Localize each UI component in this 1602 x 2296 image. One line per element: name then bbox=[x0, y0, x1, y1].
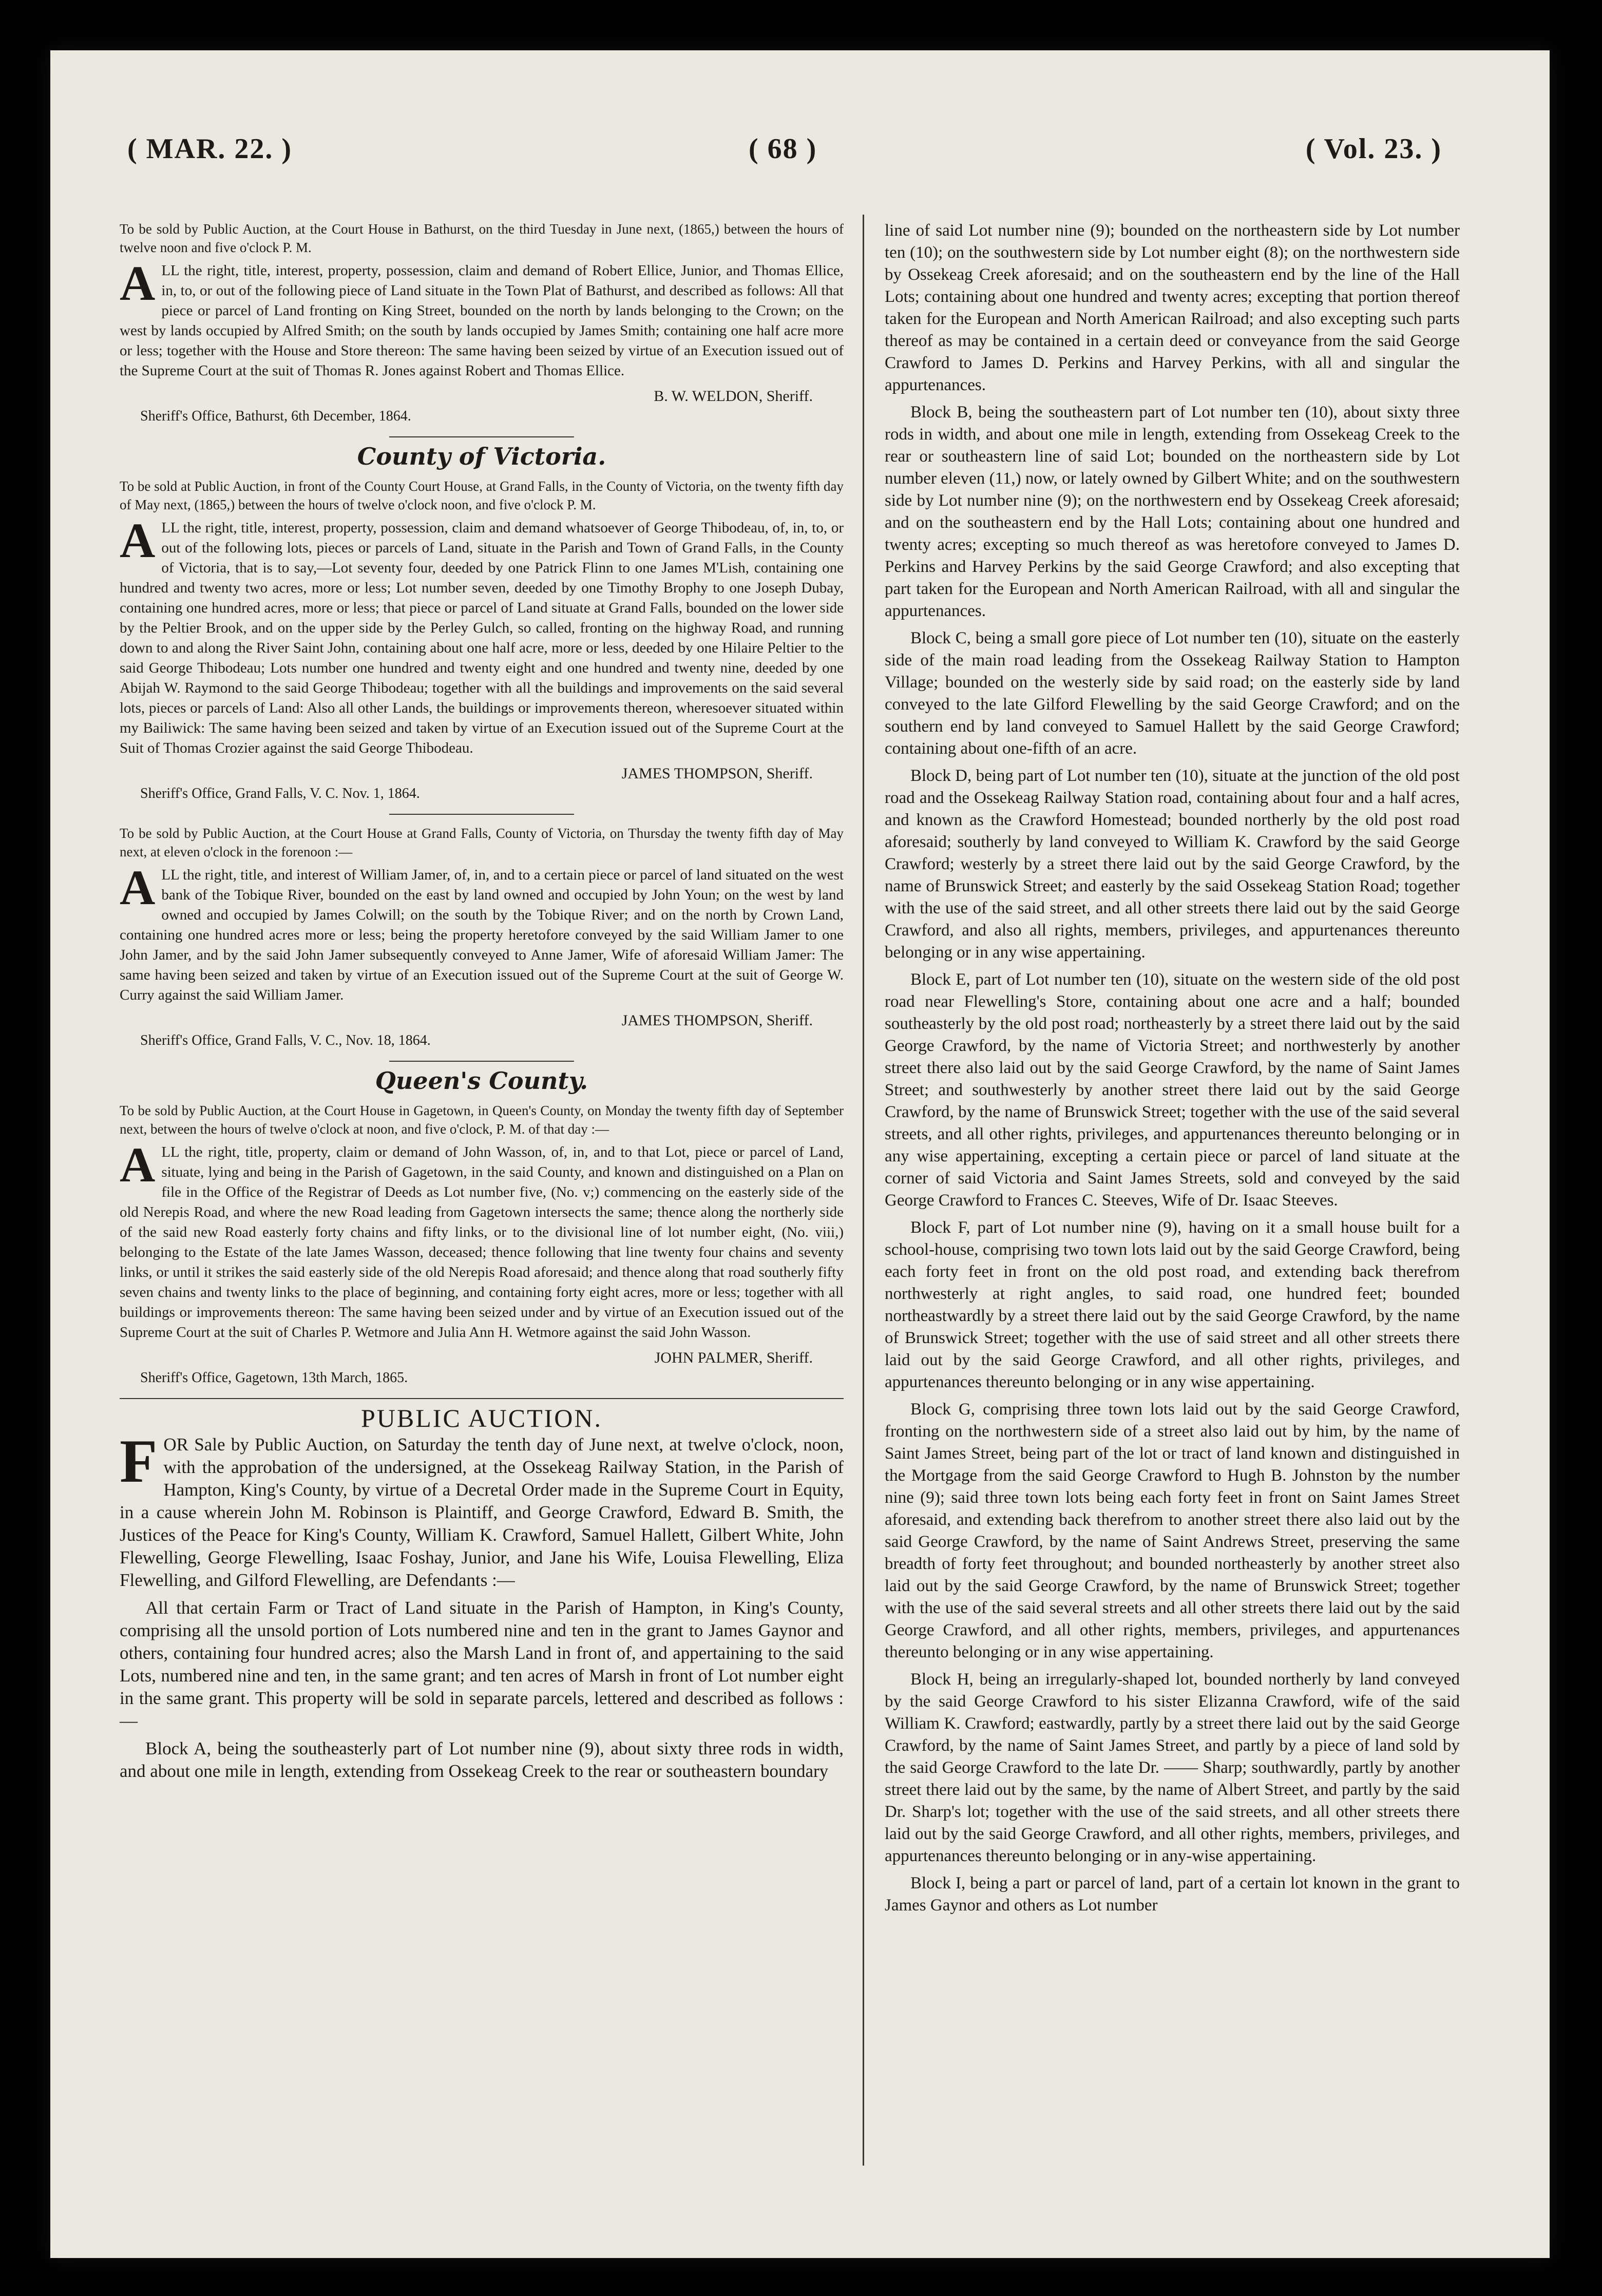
notice-jamer-heading: To be sold by Public Auction, at the Court House at Grand Falls, County of Victoria, on Thursday the twenty fifth day of May next, at eleven o'clock in the forenoon :— bbox=[120, 826, 844, 859]
section-rule bbox=[389, 436, 574, 437]
sheriff-signature: B. W. WELDON, Sheriff. bbox=[654, 388, 813, 405]
header-page-number: ( 68 ) bbox=[749, 133, 817, 165]
sheriff-signature: JAMES THOMPSON, Sheriff. bbox=[621, 765, 813, 782]
notice-bathurst-heading: To be sold by Public Auction, at the Court House in Bathurst, on the third Tuesday in June next, (1865,) between the hours of twelve noon and five o'clock P. M. bbox=[120, 221, 844, 255]
dropcap: A bbox=[120, 256, 156, 311]
sheriff-office-line: Sheriff's Office, Gagetown, 13th March, 1865. bbox=[140, 1370, 408, 1386]
notice-grand-falls-heading: To be sold at Public Auction, in front of the County Court House, at Grand Falls, in the County of Victoria, on the twenty fifth day of May next, (1865,) between the hours of twelve o'clock noon, and five o'clock P. M. bbox=[120, 479, 844, 512]
notice-gagetown-heading: To be sold by Public Auction, at the Court House in Gagetown, in Queen's County, on Monday the twenty fifth day of September next, between the hours of twelve o'clock at noon, and five o'clock, P. M. of that day :— bbox=[120, 1103, 844, 1137]
block-i: Block I, being a part or parcel of land, part of a certain lot known in the grant to James Gaynor and others as Lot number bbox=[885, 1874, 1460, 1915]
notice-bathurst-body bbox=[120, 256, 844, 381]
block-h: Block H, being an irregularly-shaped lot, bounded northerly by land conveyed by the said George Crawford to his sister Elizanna Crawford, wife of the said William K. Crawford; eastwardly, partly by a street there laid out by the said George Crawford, by the name of Saint James Street, and partly by a piece of land sold by the said George Crawford to the late Dr. —— Sharp; southwardly, partly by another street there laid out by the same, by the name of Albert Street, and partly by the said Dr. Sharp's lot; together with the use of the said streets, and all other streets there laid out by the said George Crawford, and all other rights, members, privileges, and appurtenances thereunto belonging or in any-wise appertaining. bbox=[885, 1670, 1460, 1865]
sheriff-signature: JOHN PALMER, Sheriff. bbox=[654, 1349, 813, 1366]
block-f: Block F, part of Lot number nine (9), having on it a small house built for a school-house, comprising two town lots laid out by the said George Crawford, being each forty feet in front on the old post road, and extending back therefrom northwesterly at right angles, to said road, one hundred feet; bounded northeastwardly by a street there laid out by the said George Crawford, by the name of Brunswick Street; together with the use of said street and all other streets there laid out by the said George Crawford, and all other rights, privileges, and appurtenances thereunto belonging or in any wise appertaining. bbox=[885, 1218, 1460, 1391]
right-column bbox=[885, 220, 1460, 2222]
header-date: ( MAR. 22. ) bbox=[127, 133, 293, 165]
block-b: Block B, being the southeastern part of Lot number ten (10), about sixty three rods in width, and about one mile in length, extending from Ossekeag Creek to the rear or southeastern line of said Lot; bounded on the northeastern side by Lot number eleven (11,) now, or lately owned by Gilbert White; and on the southwestern side by Lot number nine (9); on the northwestern end by Ossekeag Creek aforesaid; and on the southeastern end by the Hall Lots; containing about one hundred and twenty acres; excepting so much thereof as was heretofore conveyed to James D. Perkins and Harvey Perkins by the said George Crawford; and also excepting that part taken for the European and North American Railroad, with all and singular the appurtenances. bbox=[885, 403, 1460, 620]
column-divider bbox=[863, 215, 864, 2166]
dropcap: F bbox=[120, 1427, 158, 1495]
newspaper-page bbox=[50, 50, 1550, 2258]
block-e: Block E, part of Lot number ten (10), situate on the western side of the old post road near Flewelling's Store, containing about one acre and a half; bounded southeasterly by the old post road; northeasterly by a street there laid out by the said George Crawford, by the name of Victoria Street; and northwesterly by another street there also laid out by the said George Crawford, by the name of Saint James Street; and southwesterly by another street there laid out by the said George Crawford, by the name of Brunswick Street; together with the use of the said several streets, and all other rights, privileges, and appurtenances thereunto belonging or in any wise appertaining, excepting a certain piece or parcel of land situate at the corner of said Victoria and Saint James Streets, sold and conveyed by the said George Crawford to Frances C. Steeves, Wife of Dr. Isaac Steeves. bbox=[885, 970, 1460, 1210]
notice-grand-falls-text: LL the right, title, interest, property, possession, claim and demand whatsoever of George Thibodeau, of, in, to, or out of the following lots, pieces or parcels of Land, situate in the Parish and Town of Grand Falls, in the County of Victoria, that is to say,—Lot seventy four, deeded by one Patrick Flinn to one James M'Lish, containing one hundred and twenty two acres, more or less; Lot number seven, deeded by one Timothy Brophy to one Joseph Dubay, containing one hundred acres, more or less; that piece or parcel of Land situate at Grand Falls, bounded on the lower side by the Peltier Brook, and on the upper side by the Perley Gulch, so called, fronting on the highway Road, and running down to and along the River Saint John, containing about one half acre, more or less, deeded by one Hilaire Peltier to the said George Thibodeau; Lots number one hundred and twenty eight and one hundred and twenty nine, deeded by one Abijah W. Raymond to the said George Thibodeau; together with all the buildings and improvements on the said several lots, pieces or parcels of Land: Also all other Lands, the buildings or improvements thereon, wheresoever situated within my Bailiwick: The same having been seized and taken by virtue of an Execution issued out of the Supreme Court at the Suit of Thomas Crozier against the said George Thibodeau. bbox=[120, 520, 844, 756]
public-auction-title: PUBLIC AUCTION. bbox=[360, 1404, 603, 1432]
sheriff-signature: JAMES THOMPSON, Sheriff. bbox=[621, 1012, 813, 1029]
dropcap: A bbox=[120, 513, 156, 568]
header-volume: ( Vol. 23. ) bbox=[1305, 133, 1442, 165]
public-auction-intro-text: OR Sale by Public Auction, on Saturday the tenth day of June next, at twelve o'clock, noon, with the approbation of the undersigned, at the Ossekeag Railway Station, in the Parish of Hampton, King's County, by virtue of a Decretal Order made in the Supreme Court in Equity, in a cause wherein John M. Robinson is Plaintiff, and George Crawford, Edward B. Smith, the Justices of the Peace for King's County, William K. Crawford, Samuel Hallett, Gilbert White, John Flewelling, George Flewelling, Isaac Foshay, Junior, and Jane his Wife, Louisa Flewelling, Eliza Flewelling, and Gilford Flewelling, are Defendants :— bbox=[120, 1434, 844, 1590]
dropcap: A bbox=[120, 1137, 156, 1192]
notice-bathurst-text: LL the right, title, interest, property, possession, claim and demand of Robert Ellice, Junior, and Thomas Ellice, in, to, or out of the following piece of Land situate in the Town Plat of Bathurst, and described as follows: All that piece or parcel of Land fronting on King Street, bounded on the north by lands belonging to the Crown; on the west by lands occupied by Alfred Smith; on the south by lands occupied by James Smith; containing one half acre more or less; together with the House and Store thereon: The same having been seized by virtue of an Execution issued out of the Supreme Court at the suit of Thomas R. Jones against Robert and Thomas Ellice. bbox=[120, 262, 844, 379]
public-auction-block-a: Block A, being the southeasterly part of Lot number nine (9), about sixty three rods in width, and about one mile in length, extending from Ossekeag Creek to the rear or southeastern boundary bbox=[120, 1738, 844, 1781]
section-rule bbox=[120, 1398, 844, 1399]
section-rule bbox=[389, 814, 574, 815]
sheriff-office-line: Sheriff's Office, Grand Falls, V. C., Nov. 18, 1864. bbox=[140, 1032, 431, 1048]
notice-jamer-body bbox=[120, 860, 844, 1005]
page-header bbox=[127, 132, 1442, 189]
notice-gagetown-body bbox=[120, 1137, 844, 1343]
notice-grand-falls-body bbox=[120, 513, 844, 758]
dropcap: A bbox=[120, 860, 156, 915]
county-heading-victoria: County of Victoria. bbox=[357, 443, 606, 470]
sheriff-office-line: Sheriff's Office, Bathurst, 6th December, 1864. bbox=[140, 408, 411, 424]
notice-gagetown-text: LL the right, title, property, claim or demand of John Wasson, of, in, and to that Lot, piece or parcel of Land, situate, lying and being in the Parish of Gagetown, in the said County, and known and distinguished on a Plan on file in the Office of the Registrar of Deeds as Lot number five, (No. v;) commencing on the easterly side of the old Nerepis Road, and where the new Road leading from Gagetown intersects the same; thence along the northerly side of the said new Road easterly forty chains and fifty links, or to the divisional line of lot number eight, (No. viii,) belonging to the Estate of the late James Wasson, deceased; thence following that line twenty four chains and seventy links, or until it strikes the said easterly side of the old Nerepis Road aforesaid; and thence along that road southerly fifty seven chains and twenty links to the place of beginning, and containing forty eight acres, more or less; together with all buildings or improvements thereon: The same having been seized under and by virtue of an Execution issued out of the Supreme Court at the suit of Charles P. Wetmore and Julia Ann H. Wetmore against the said John Wasson. bbox=[120, 1144, 844, 1341]
public-auction-intro bbox=[120, 1427, 844, 1592]
left-column bbox=[120, 220, 844, 2222]
public-auction-para: All that certain Farm or Tract of Land situate in the Parish of Hampton, in King's County, comprising all the unsold portion of Lots numbered nine and ten in the grant to James Gaynor and others, containing four hundred acres; also the Marsh Land in front of, and appertaining to the said Lots, numbered nine and ten, in the same grant; and ten acres of Marsh in front of Lot number eight in the same grant. This property will be sold in separate parcels, lettered and described as follows :— bbox=[120, 1598, 844, 1731]
block-a-continued: line of said Lot number nine (9); bounded on the northeastern side by Lot number ten (10); on the southwestern side by Lot number eight (8); on the northwestern side by Ossekeag Creek aforesaid; and on the southeastern end by the line of the Hall Lots; containing about one hundred and twenty acres; excepting that portion thereof taken for the European and North American Railroad; and also excepting such parts thereof as may be contained in a certain deed or conveyance from the said George Crawford to James D. Perkins and Harvey Perkins, with all and singular the appurtenances. bbox=[885, 221, 1460, 394]
section-rule bbox=[389, 1061, 574, 1062]
county-heading-queens: Queen's County. bbox=[375, 1067, 588, 1095]
block-d: Block D, being part of Lot number ten (10), situate at the junction of the old post road and the Ossekeag Railway Station road, containing about four and a half acres, and known as the Crawford Homestead; bounded northerly by the old post road aforesaid; southerly by land conveyed to William K. Crawford by the said George Crawford; westerly by a street there laid out by the said George Crawford, by the name of Brunswick Street; and easterly by the said Ossekeag Station Road; together with the use of the said street, and all other streets there laid out by the said George Crawford, and also all rights, members, privileges, and appurtenances thereunto belonging or in any wise appertaining. bbox=[885, 767, 1460, 962]
notice-jamer-text: LL the right, title, and interest of William Jamer, of, in, and to a certain piece or parcel of land situated on the west bank of the Tobique River, bounded on the east by land owned and occupied by John Youn; on the west by land owned and occupied by James Colwill; on the south by the Tobique River; and on the north by Crown Land, containing one hundred acres more or less; being the property heretofore conveyed by the said William Jamer to one John Jamer, and by the said John Jamer subsequently conveyed to Anne Jamer, Wife of aforesaid William Jamer: The same having been seized and taken by virtue of an Execution issued out of the Supreme Court at the suit of George W. Curry against the said William Jamer. bbox=[120, 867, 844, 1003]
block-g: Block G, comprising three town lots laid out by the said George Crawford, fronting on the northwestern side of a street also laid out by him, by the name of Saint James Street, being part of the lot or tract of land known and distinguished in the Mortgage from the said George Crawford to Hugh B. Johnston by the number nine (9); said three town lots being each forty feet in front on Saint James Street aforesaid, and extending back therefrom to another street there also laid out by the said George Crawford, by the name of Saint Andrews Street, preserving the same breadth of forty feet throughout; and bounded northeasterly by another street also laid out by the said George Crawford, by the name of Brunswick Street; together with the use of the said several streets and all other streets there laid out by the said George Crawford, and all other rights, members, privileges, and appurtenances thereunto belonging or in any wise appertaining. bbox=[885, 1400, 1460, 1661]
block-c: Block C, being a small gore piece of Lot number ten (10), situate on the easterly side of the main road leading from the Ossekeag Railway Station to Hampton Village; bounded on the westerly side by said road; on the easterly side by land conveyed to the late Gilford Flewelling by the said George Crawford; and on the southern end by land conveyed to Samuel Hallett by the said George Crawford; containing about one-fifth of an acre. bbox=[885, 629, 1460, 758]
sheriff-office-line: Sheriff's Office, Grand Falls, V. C. Nov. 1, 1864. bbox=[140, 786, 420, 801]
